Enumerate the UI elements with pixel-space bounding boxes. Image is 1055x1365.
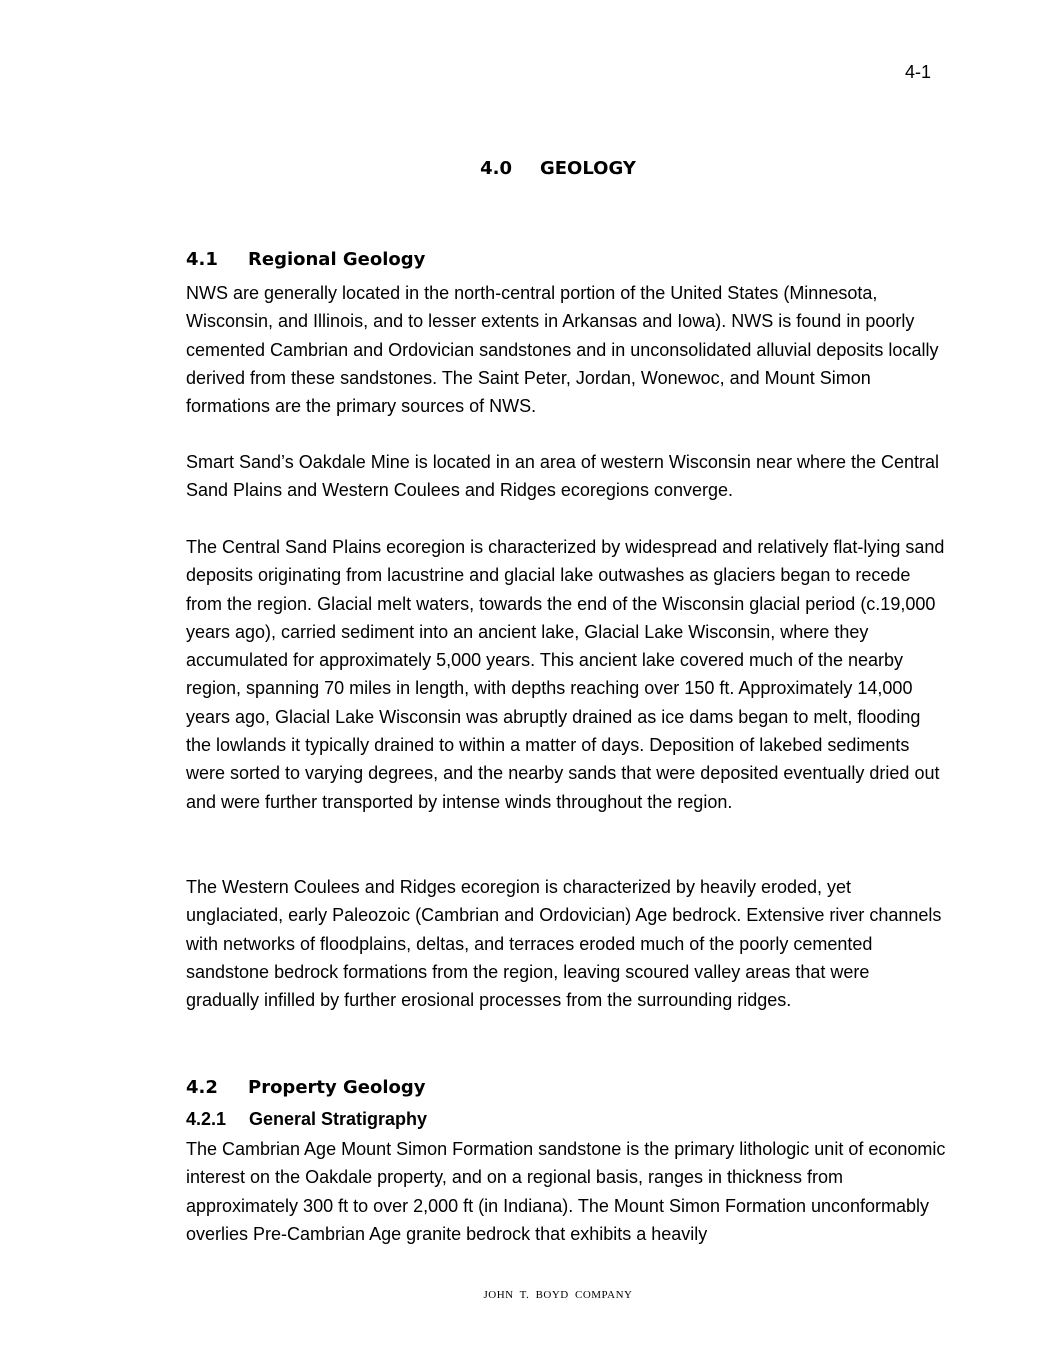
- paragraph: The Western Coulees and Ridges ecoregion is characterized by heavily eroded, yet unglaciated, early Paleozoic (Cambrian and Ordovician) Age bedrock. Extensive river channels with networks of floodplains, deltas, and terraces eroded much of the poorly cemented sandstone bedrock formations from the region, leaving scoured valley areas that were gradually infilled by further erosional processes from the surrounding ridges.: [186, 877, 942, 1011]
- section-number: 4.1: [186, 249, 218, 270]
- paragraph: The Cambrian Age Mount Simon Formation sandstone is the primary lithologic unit of economic interest on the Oakdale property, and on a regional basis, ranges in thickness from approximately 300 ft to over 2,000 ft (in Indiana). The Mount Simon Formation unconformably overlies Pre-Cambrian Age granite bedrock that exhibits a heavily: [186, 1139, 946, 1244]
- chapter-title: [0, 158, 1055, 179]
- subsection-number: 4.2.1: [186, 1109, 227, 1129]
- paragraph: The Central Sand Plains ecoregion is characterized by widespread and relatively flat-lying sand deposits originating from lacustrine and glacial lake outwashes as glaciers began to recede from the region. Glacial melt waters, towards the end of the Wisconsin glacial period (c.19,000 years ago), carried sediment into an ancient lake, Glacial Lake Wisconsin, where they accumulated for approximately 5,000 years. This ancient lake covered much of the nearby region, spanning 70 miles in length, with depths reaching over 150 ft. Approximately 14,000 years ago, Glacial Lake Wisconsin was abruptly drained as ice dams began to melt, flooding the lowlands it typically drained to within a matter of days. Deposition of lakebed sediments were sorted to varying degrees, and the nearby sands that were deposited eventually dried out and were further transported by intense winds throughout the region.: [186, 537, 945, 812]
- section-number: 4.2: [186, 1077, 218, 1098]
- chapter-number: 4.0: [480, 158, 512, 179]
- paragraph: Smart Sand’s Oakdale Mine is located in an area of western Wisconsin near where the Central Sand Plains and Western Coulees and Ridges ecoregions converge.: [186, 452, 940, 501]
- page-number: 4-1: [904, 62, 931, 82]
- section-title: Regional Geology: [248, 249, 426, 270]
- paragraph: NWS are generally located in the north-central portion of the United States (Minnesota, Wisconsin, and Illinois, and to lesser extents in Arkansas and Iowa). NWS is found in poorly cemented Cambrian and Ordovician sandstones and in unconsolidated alluvial deposits locally derived from these sandstones. The Saint Peter, Jordan, Wonewoc, and Mount Simon formations are the primary sources of NWS.: [186, 283, 939, 417]
- subsection-title: General Stratigraphy: [249, 1109, 428, 1129]
- subsection-heading-general-stratigraphy: [186, 1109, 427, 1130]
- section-title: Property Geology: [248, 1077, 426, 1098]
- chapter-title-text: GEOLOGY: [539, 158, 636, 179]
- section-heading-regional-geology: [186, 249, 425, 270]
- section-heading-property-geology: [186, 1077, 426, 1098]
- footer: JOHN T. BOYD COMPANY: [483, 1289, 633, 1301]
